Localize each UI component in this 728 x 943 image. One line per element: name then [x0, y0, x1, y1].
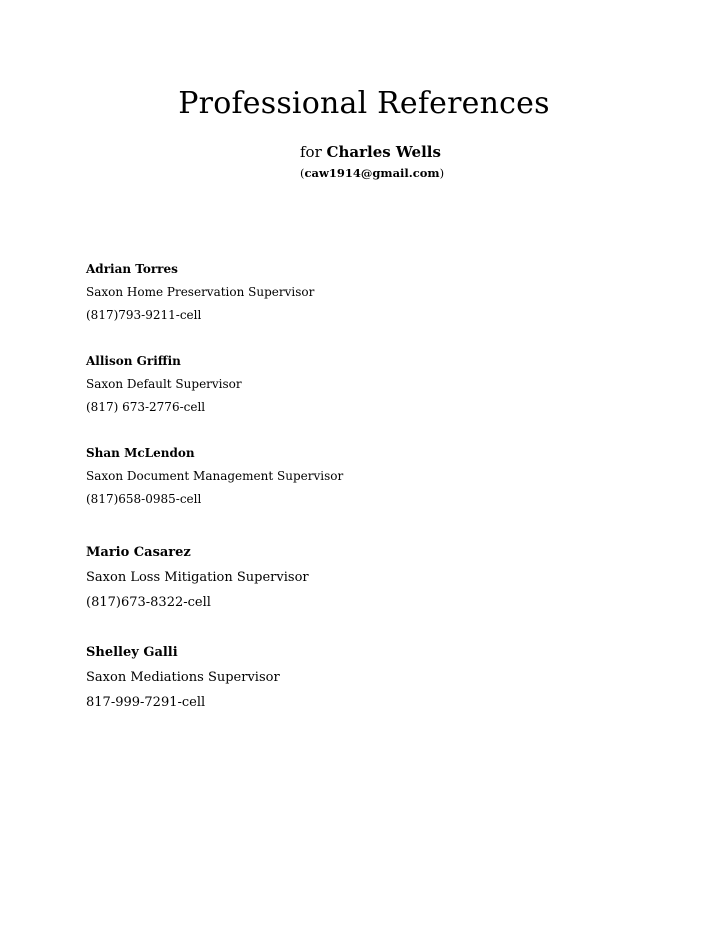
- reference-title: Saxon Document Management Supervisor: [86, 469, 344, 483]
- reference-name: Shelley Galli: [86, 645, 178, 660]
- reference-title: Saxon Mediations Supervisor: [86, 670, 280, 685]
- reference-entry: [86, 442, 686, 511]
- reference-name: Mario Casarez: [86, 545, 191, 560]
- reference-name: Adrian Torres: [86, 262, 178, 276]
- reference-title: Saxon Default Supervisor: [86, 377, 242, 391]
- reference-entry: [86, 640, 686, 715]
- reference-phone: (817) 673-2776-cell: [86, 400, 206, 414]
- candidate-name: Charles Wells: [326, 143, 441, 161]
- candidate-line: [300, 141, 441, 163]
- reference-entry: [86, 258, 686, 327]
- reference-phone: (817)658-0985-cell: [86, 492, 202, 506]
- reference-entry: [86, 540, 686, 615]
- reference-phone: (817)673-8322-cell: [86, 595, 211, 610]
- candidate-email-line: [300, 164, 444, 182]
- reference-name: Shan McLendon: [86, 446, 195, 460]
- candidate-email: caw1914@gmail.com: [304, 166, 440, 180]
- reference-title: Saxon Home Preservation Supervisor: [86, 285, 315, 299]
- for-label: for: [300, 143, 322, 161]
- email-open-paren: (: [300, 166, 305, 180]
- page-title: Professional References: [178, 86, 550, 121]
- reference-name: Allison Griffin: [86, 354, 181, 368]
- reference-title: Saxon Loss Mitigation Supervisor: [86, 570, 309, 585]
- email-close-paren: ): [439, 166, 445, 180]
- reference-phone: (817)793-9211-cell: [86, 308, 202, 322]
- reference-entry: [86, 350, 686, 419]
- reference-phone: 817-999-7291-cell: [86, 695, 206, 710]
